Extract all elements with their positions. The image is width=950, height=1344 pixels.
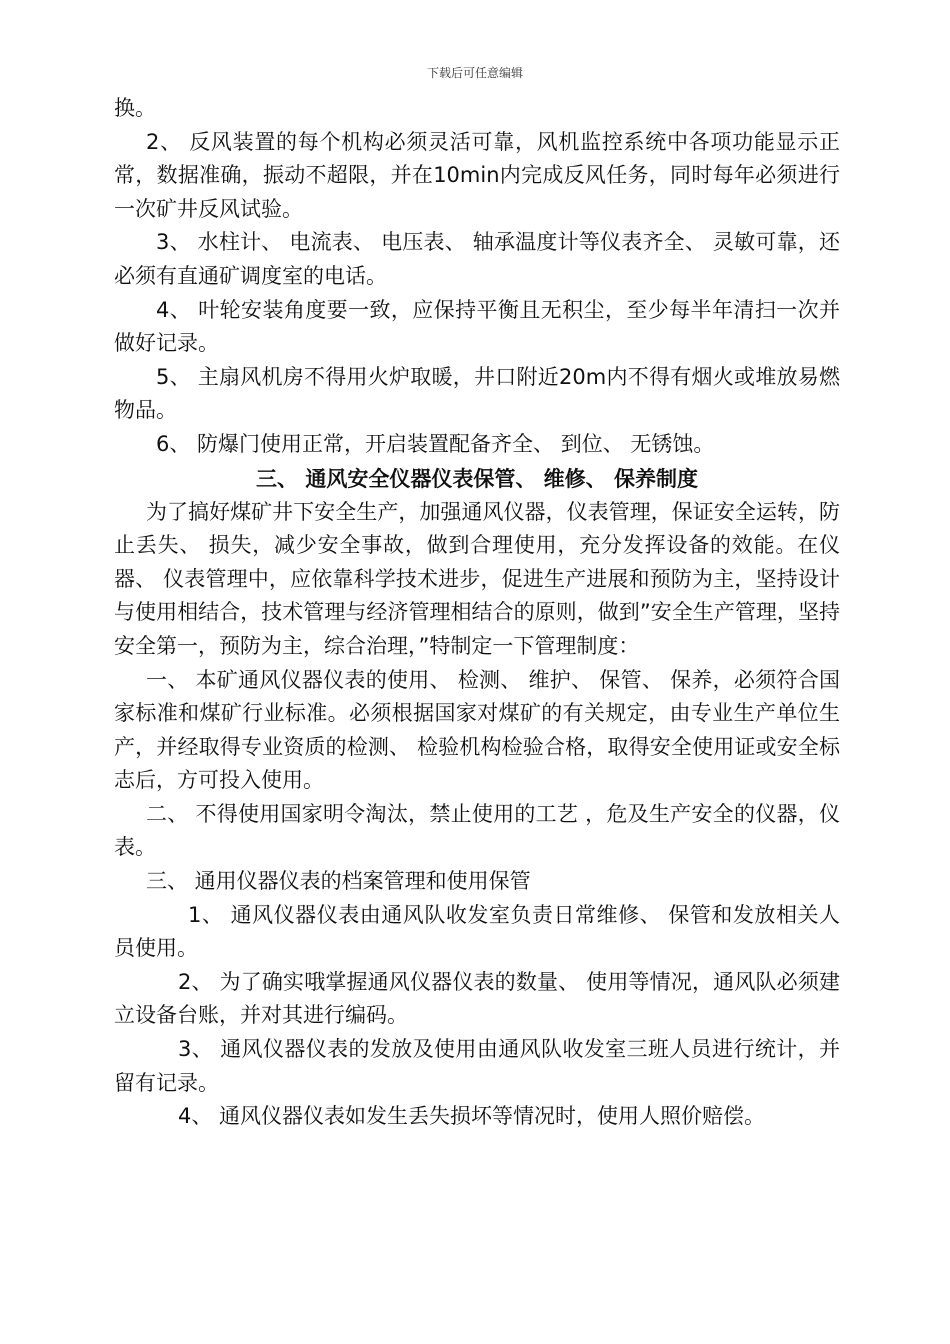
paragraph-continuation: 换。 (114, 96, 156, 120)
section-heading: 三、 通风安全仪器仪表保管、 维修、 保养制度 (256, 466, 698, 491)
paragraph-intro: 为了搞好煤矿井下安全生产，加强通风仪器，仪表管理，保证安全运转，防止丢失、 损失，减少安全事故，做到合理使用，充分发挥设备的效能。在仪器、 仪表管理中，应依靠科学技术进步，促进生产进展和预防为主，坚持设计与使用相结合，技术管理与经济管理相结合的原则，做到”安全生产管理，坚持安全第一，预防为主，综合治理，”特制定一下管理制度： (114, 499, 840, 658)
paragraph-subitem-2: 2、 为了确实哦掌握通风仪器仪表的数量、 使用等情况，通风队必须建立设备台账，并对其进行编码。 (114, 969, 840, 1028)
paragraph-subitem-1: 1、 通风仪器仪表由通风队收发室负责日常维修、 保管和发放相关人员使用。 (114, 902, 840, 961)
paragraph-rule-1: 一、 本矿通风仪器仪表的使用、 检测、 维护、 保管、 保养，必须符合国家标准和煤矿行业标准。必须根据国家对煤矿的有关规定，由专业生产单位生产，并经取得专业资质的检测、 检验机构检验合格，取得安全使用证或安全标志后，方可投入使用。 (114, 667, 840, 793)
paragraph-item-6: 6、 防爆门使用正常，开启装置配备齐全、 到位、 无锈蚀。 (156, 431, 715, 456)
paragraph-subitem-3: 3、 通风仪器仪表的发放及使用由通风队收发室三班人员进行统计，并留有记录。 (114, 1037, 840, 1095)
paragraph-rule-3: 三、 通用仪器仪表的档案管理和使用保管 (146, 869, 531, 894)
paragraph-item-3: 3、 水柱计、 电流表、 电压表、 轴承温度计等仪表齐全、 灵敏可靠，还必须有直通矿调度室的电话。 (114, 230, 840, 288)
document-body (114, 92, 840, 1134)
page-header-note: 下载后可任意编辑 (426, 66, 523, 80)
paragraph-rule-2: 二、 不得使用国家明令淘汰，禁止使用的工艺 ，危及生产安全的仪器，仪表。 (114, 801, 840, 860)
paragraph-item-2: 2、 反风装置的每个机构必须灵活可靠，风机监控系统中各项功能显示正常，数据准确，振动不超限，并在10min内完成反风任务，同时每年必须进行一次矿井反风试验。 (114, 129, 840, 221)
paragraph-item-5: 5、 主扇风机房不得用火炉取暖，井口附近20m内不得有烟火或堆放易燃物品。 (114, 364, 840, 423)
paragraph-item-4: 4、 叶轮安装角度要一致，应保持平衡且无积尘，至少每半年清扫一次并做好记录。 (114, 297, 840, 356)
paragraph-subitem-4: 4、 通风仪器仪表如发生丢失损坏等情况时，使用人照价赔偿。 (178, 1104, 766, 1129)
